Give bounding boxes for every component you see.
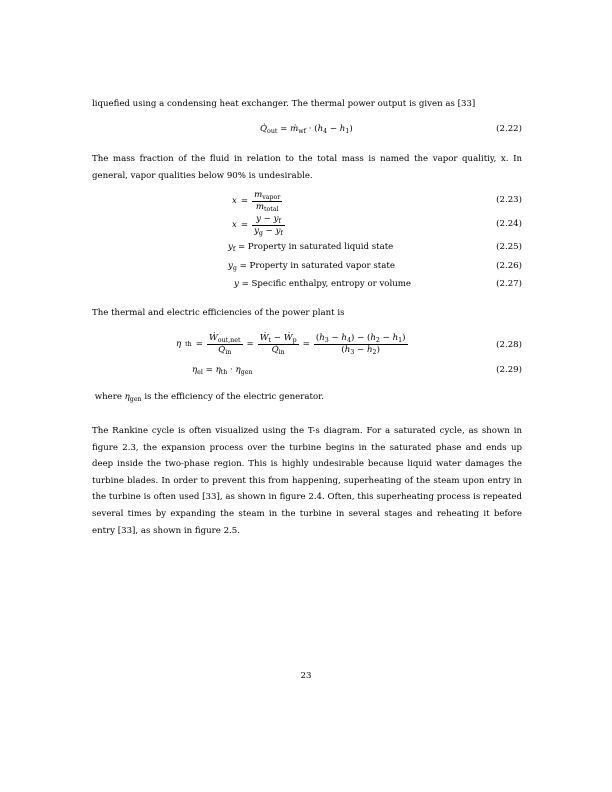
equation-2-26-body: $y_g$ = Property in saturated vapor state [228,261,395,272]
equation-2-25-text: = Property in saturated liquid state [237,242,394,252]
equation-2-28-body: η th = $\frac{Ẇ_{out,net}}{Q̇_{in}}$ = $\frac{Ẇ_t - Ẇ_p}{Q̇_{in}}$ = $\frac{(h_3 - h_4) - (h_2 - h_1)}{(h_3 - h_2)}$ [176,333,406,356]
paragraph-rankine: The Rankine cycle is often visualized using the T-s diagram. For a saturated cycle, as shown in figure 2.3, the expansion process over the turbine begins in the saturated phase and ends up deep inside the two-phase region. This is highly undesirable because liquid water damages the turbine blades. In order to prevent this from happening, superheating of the steam upon entry in the turbine is often used [33], as shown in figure 2.4. Often, this superheating process is repeated several times by expanding the steam in the turbine in several stages and reheating it before entry [33], as shown in figure 2.5. [92,426,522,536]
equation-number: (2.25) [496,242,522,252]
equation-2-27-text: = Specific enthalpy, entropy or volume [241,279,412,289]
equation-2-22 [92,125,522,145]
equation-2-29 [92,366,522,386]
equation-2-26-text: = Property in saturated vapor state [239,261,395,271]
equation-number: (2.27) [496,279,522,289]
paragraph-generator: where $\eta_{gen}$ is the efficiency of the electric generator. [92,392,325,403]
equation-2-29-body: $\eta_{el} = \eta_{th} \cdot \eta_{gen}$ [192,365,253,376]
equation-2-28 [92,333,522,359]
equation-number: (2.26) [496,261,522,271]
equation-2-24-body: x = $\frac{y - y_f}{y_g - y_f}$ [232,214,283,237]
equation-2-25 [92,243,522,263]
page-number: 23 [300,671,312,681]
equation-2-27 [92,280,522,300]
equation-2-23-body: x = $\frac{m_{vapor}}{m_{total}}$ [232,190,281,213]
equation-2-23 [92,190,522,214]
paragraph-vapor-quality: The mass fraction of the fluid in relation to the total mass is named the vapor qualitiy, x. In general, vapor qualities below 90% is undesirable. [92,154,522,181]
equation-number: (2.29) [496,365,522,375]
equation-2-25-body: $y_f$ = Property in saturated liquid state [228,242,394,253]
equation-2-24 [92,214,522,238]
equation-number: (2.23) [496,195,522,205]
equation-number: (2.24) [496,219,522,229]
equation-number: (2.28) [496,340,522,350]
equation-2-22-body: $Q̇_{out}$ = ṁ$_{wf}$ · $(h_4 - h_1)$ [260,124,353,135]
paragraph-generator-text: is the efficiency of the electric generator. [141,392,325,402]
paragraph-efficiencies: The thermal and electric efficiencies of the power plant is [92,308,345,318]
equation-number: (2.22) [496,124,522,134]
paragraph-intro: liquefied using a condensing heat exchanger. The thermal power output is given as [33] [92,99,476,109]
equation-2-27-body: y = Specific enthalpy, entropy or volume [234,279,412,289]
